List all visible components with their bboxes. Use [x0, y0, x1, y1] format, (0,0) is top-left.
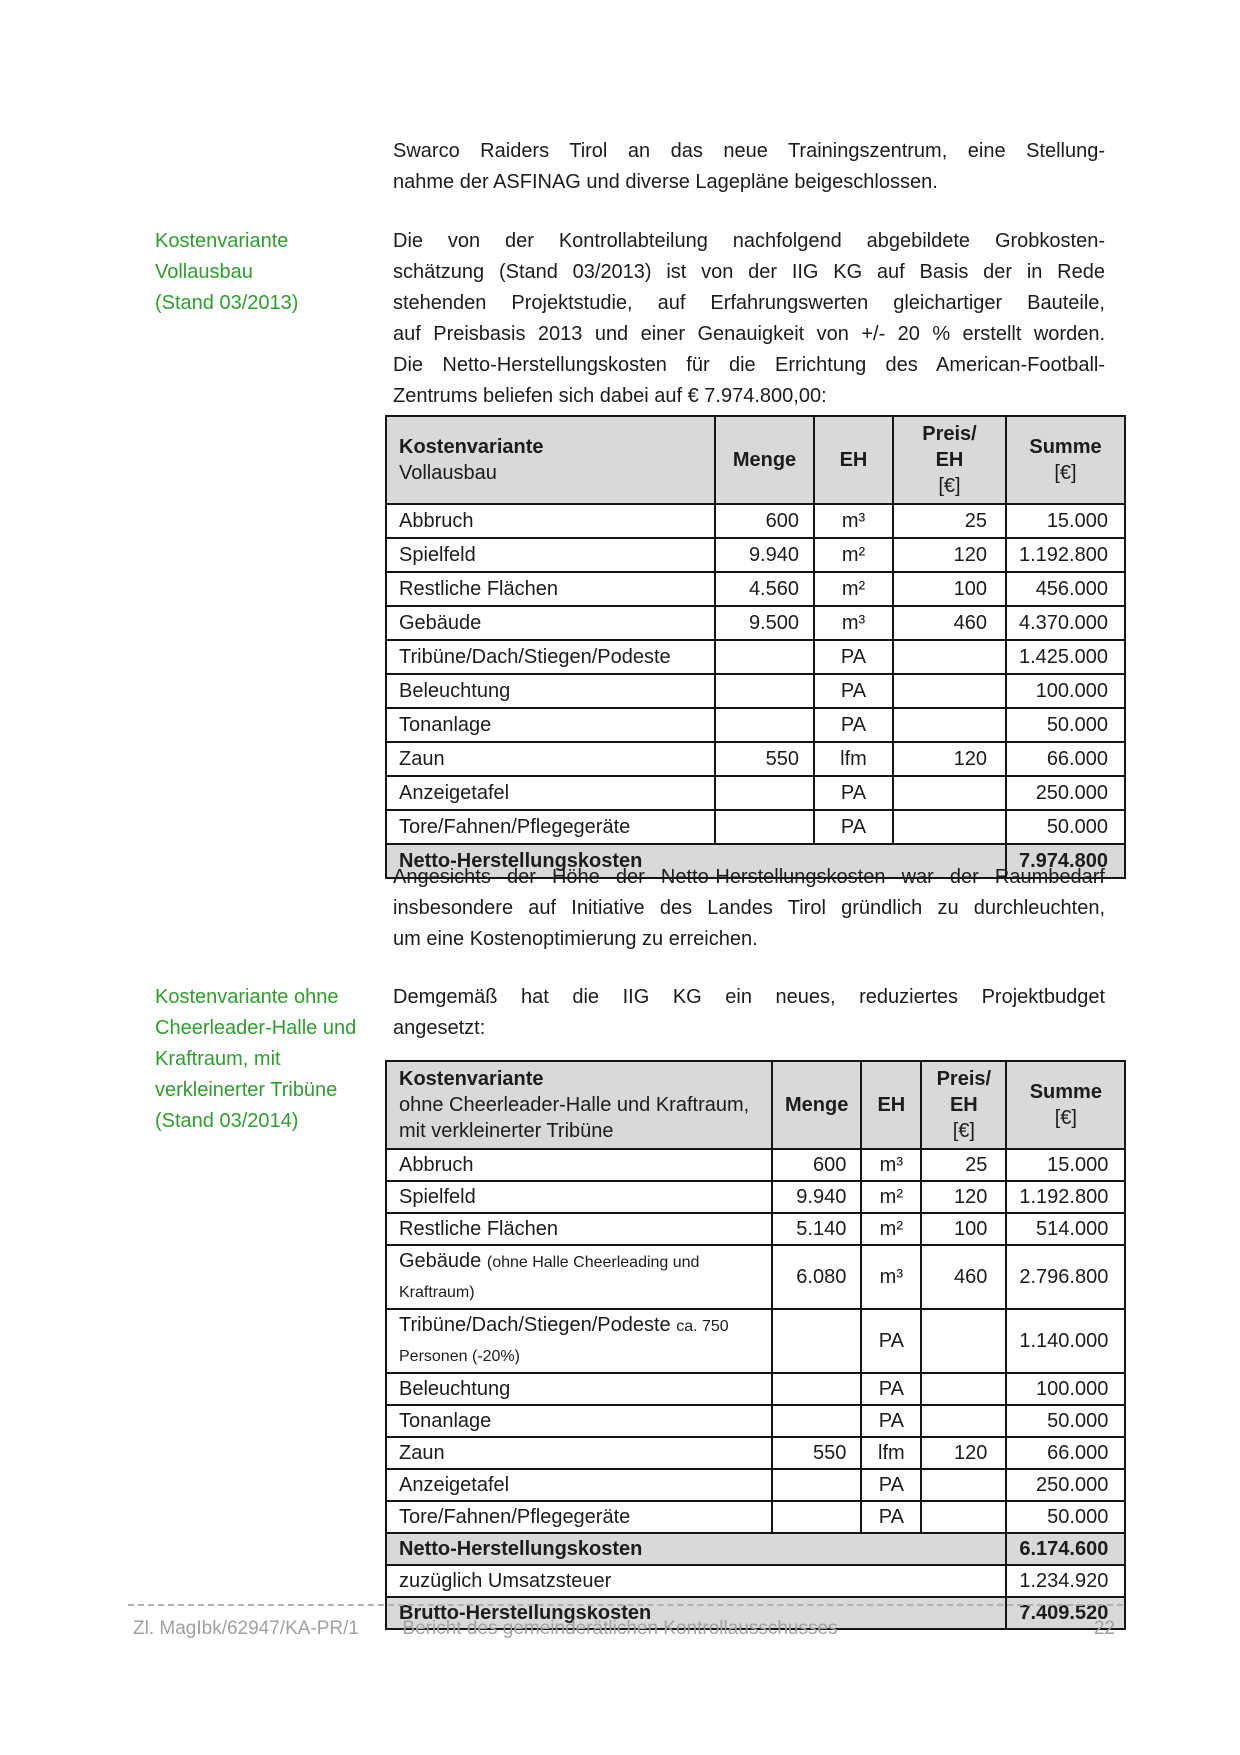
table-title-line: ohne Cheerleader-Halle und Kraftraum,: [399, 1094, 750, 1116]
paragraph-angesichts: [393, 862, 1105, 955]
preis-cell: 120: [893, 538, 1006, 572]
table-row: [386, 708, 1125, 742]
summe-cell: 1.140.000: [1006, 1309, 1125, 1373]
eh-cell: m³: [814, 504, 893, 538]
header-cell: [921, 1061, 1006, 1149]
header-label-line: EH: [839, 449, 868, 471]
eh-cell: lfm: [814, 742, 893, 776]
table-row: [386, 1213, 1125, 1245]
header-cell: [772, 1061, 861, 1149]
table-row: [386, 572, 1125, 606]
text-line: schätzung (Stand 03/2013) ist von der IIG KG auf Basis der in Rede: [393, 261, 1105, 283]
margin-note-reduzierte-variante: [155, 982, 390, 1137]
header-label-line: EH: [935, 449, 964, 471]
summe-cell: 1.192.800: [1006, 538, 1125, 572]
table-title-bold: Kostenvariante: [399, 1068, 544, 1090]
menge-cell: [715, 708, 814, 742]
menge-cell: 550: [772, 1437, 861, 1469]
text-line: Vollausbau: [155, 261, 253, 283]
header-cell: [861, 1061, 921, 1149]
summe-cell: 100.000: [1006, 1373, 1125, 1405]
preis-cell: 25: [921, 1149, 1006, 1181]
menge-cell: [715, 674, 814, 708]
preis-cell: [893, 776, 1006, 810]
preis-cell: [921, 1309, 1006, 1373]
table-row: [386, 606, 1125, 640]
summe-cell: 50.000: [1006, 708, 1125, 742]
header-label-line: EH: [949, 1094, 978, 1116]
menge-cell: 5.140: [772, 1213, 861, 1245]
item-cell: Spielfeld: [386, 1181, 772, 1213]
footer-page-number: 22: [1093, 1618, 1115, 1639]
table-row: [386, 1501, 1125, 1533]
cost-table: [385, 415, 1126, 879]
preis-cell: 100: [893, 572, 1006, 606]
header-cell: [814, 416, 893, 504]
total-label-cell: Netto-Herstellungskosten: [386, 844, 1006, 878]
menge-cell: [772, 1469, 861, 1501]
table-row: [386, 1181, 1125, 1213]
summe-cell: 50.000: [1006, 1501, 1125, 1533]
eh-cell: PA: [814, 708, 893, 742]
footer-divider: [128, 1604, 1123, 1606]
eh-cell: m³: [861, 1149, 921, 1181]
total-value-cell: 1.234.920: [1006, 1565, 1125, 1597]
item-cell: Tonanlage: [386, 708, 715, 742]
eh-cell: m³: [814, 606, 893, 640]
table-row: [386, 776, 1125, 810]
text-line: Kraftraum, mit: [155, 1048, 281, 1070]
summe-cell: 50.000: [1006, 1405, 1125, 1437]
table-title-bold: Kostenvariante: [399, 436, 544, 458]
margin-note-vollausbau: [155, 226, 390, 319]
menge-cell: [772, 1309, 861, 1373]
item-cell: Beleuchtung: [386, 1373, 772, 1405]
header-label-line: Preis/: [922, 423, 977, 445]
item-cell: Tonanlage: [386, 1405, 772, 1437]
summe-cell: 1.192.800: [1006, 1181, 1125, 1213]
text-line: (Stand 03/2013): [155, 292, 299, 314]
item-cell: Abbruch: [386, 504, 715, 538]
eh-cell: PA: [814, 674, 893, 708]
menge-cell: 4.560: [715, 572, 814, 606]
table-row: [386, 674, 1125, 708]
cost-table: [385, 1060, 1126, 1630]
text-line: Zentrums beliefen sich dabei auf € 7.974.800,00:: [393, 385, 827, 407]
item-cell: Abbruch: [386, 1149, 772, 1181]
eh-cell: PA: [861, 1309, 921, 1373]
table-row: [386, 1469, 1125, 1501]
table-row: [386, 504, 1125, 538]
eh-cell: PA: [861, 1501, 921, 1533]
page-footer: [0, 1616, 1240, 1646]
paragraph-intro: [393, 136, 1105, 198]
eh-cell: m²: [861, 1213, 921, 1245]
preis-cell: [921, 1405, 1006, 1437]
eh-cell: PA: [814, 810, 893, 844]
item-cell: Tore/Fahnen/Pflegegeräte: [386, 810, 715, 844]
table-row: [386, 1245, 1125, 1309]
header-cell: [1006, 1061, 1125, 1149]
header-cell: [715, 416, 814, 504]
item-cell: Beleuchtung: [386, 674, 715, 708]
cost-table-reduziert: [385, 1060, 1126, 1630]
table-row: [386, 1437, 1125, 1469]
summe-cell: 66.000: [1006, 1437, 1125, 1469]
summe-cell: 514.000: [1006, 1213, 1125, 1245]
eh-cell: m³: [861, 1245, 921, 1309]
total-value-cell: 7.974.800: [1006, 844, 1125, 878]
total-label-cell: zuzüglich Umsatzsteuer: [386, 1565, 1006, 1597]
summe-cell: 100.000: [1006, 674, 1125, 708]
preis-cell: [921, 1501, 1006, 1533]
menge-cell: [715, 776, 814, 810]
text-line: stehenden Projektstudie, auf Erfahrungswerten gleichartiger Bauteile,: [393, 292, 1105, 314]
menge-cell: [772, 1373, 861, 1405]
footer-reference: Zl. MagIbk/62947/KA-PR/1: [133, 1618, 359, 1639]
text-line: Kostenvariante: [155, 230, 289, 252]
table-row: [386, 1149, 1125, 1181]
menge-cell: 9.940: [715, 538, 814, 572]
table-header-row: [386, 1061, 1125, 1149]
preis-cell: 460: [921, 1245, 1006, 1309]
menge-cell: [772, 1501, 861, 1533]
text-line: Demgemäß hat die IIG KG ein neues, reduziertes Projektbudget: [393, 986, 1105, 1008]
summe-cell: 15.000: [1006, 1149, 1125, 1181]
header-unit-label: [€]: [938, 475, 961, 497]
header-item-cell: [386, 1061, 772, 1149]
summe-cell: 4.370.000: [1006, 606, 1125, 640]
paragraph-grobkostenschaetzung: [393, 226, 1105, 412]
text-line: Die von der Kontrollabteilung nachfolgend abgebildete Grobkosten-: [393, 230, 1105, 252]
menge-cell: [715, 810, 814, 844]
text-line: Kostenvariante ohne: [155, 986, 339, 1008]
item-cell: Spielfeld: [386, 538, 715, 572]
item-cell: Anzeigetafel: [386, 776, 715, 810]
menge-cell: 600: [715, 504, 814, 538]
table-row: [386, 810, 1125, 844]
header-unit-label: [€]: [1054, 462, 1077, 484]
summe-cell: 66.000: [1006, 742, 1125, 776]
summe-cell: 250.000: [1006, 1469, 1125, 1501]
total-value-cell: 6.174.600: [1006, 1533, 1125, 1565]
text-line: (Stand 03/2014): [155, 1110, 299, 1132]
text-line: Angesichts der Höhe der Netto-Herstellungskosten war der Raumbedarf: [393, 866, 1105, 888]
summe-cell: 250.000: [1006, 776, 1125, 810]
eh-cell: PA: [814, 776, 893, 810]
text-line: Die Netto-Herstellungskosten für die Errichtung des American-Football-: [393, 354, 1105, 376]
preis-cell: 120: [921, 1437, 1006, 1469]
table-title-line: mit verkleinerter Tribüne: [399, 1120, 614, 1142]
preis-cell: 460: [893, 606, 1006, 640]
header-cell: [1006, 416, 1125, 504]
summe-cell: 15.000: [1006, 504, 1125, 538]
header-label-line: Summe: [1029, 436, 1102, 458]
text-line: Cheerleader-Halle und: [155, 1017, 357, 1039]
preis-cell: [893, 674, 1006, 708]
header-unit-label: [€]: [1054, 1107, 1077, 1129]
eh-cell: PA: [861, 1405, 921, 1437]
eh-cell: m²: [814, 572, 893, 606]
preis-cell: [893, 810, 1006, 844]
eh-cell: PA: [861, 1373, 921, 1405]
menge-cell: 9.500: [715, 606, 814, 640]
menge-cell: 9.940: [772, 1181, 861, 1213]
table-row: [386, 1309, 1125, 1373]
menge-cell: 6.080: [772, 1245, 861, 1309]
header-label-line: Preis/: [936, 1068, 992, 1090]
table-row: [386, 1373, 1125, 1405]
header-item-cell: [386, 416, 715, 504]
header-label-line: EH: [877, 1094, 906, 1116]
item-cell: Zaun: [386, 1437, 772, 1469]
total-label-cell: Brutto-Herstellungskosten: [386, 1597, 1006, 1629]
menge-cell: 600: [772, 1149, 861, 1181]
header-unit-label: [€]: [952, 1120, 975, 1142]
preis-cell: [921, 1373, 1006, 1405]
total-row: [386, 1533, 1125, 1565]
preis-cell: [921, 1469, 1006, 1501]
summe-cell: 1.425.000: [1006, 640, 1125, 674]
preis-cell: 120: [893, 742, 1006, 776]
item-cell: Zaun: [386, 742, 715, 776]
menge-cell: [715, 640, 814, 674]
item-cell: Tore/Fahnen/Pflegegeräte: [386, 1501, 772, 1533]
header-label-line: Summe: [1029, 1081, 1102, 1103]
eh-cell: PA: [861, 1469, 921, 1501]
table-row: [386, 1405, 1125, 1437]
total-value-cell: 7.409.520: [1006, 1597, 1125, 1629]
header-label-line: Menge: [732, 449, 797, 471]
item-cell: Gebäude (ohne Halle Cheerleading und Kraftraum): [386, 1245, 772, 1309]
preis-cell: 25: [893, 504, 1006, 538]
eh-cell: PA: [814, 640, 893, 674]
text-line: nahme der ASFINAG und diverse Lagepläne beigeschlossen.: [393, 171, 938, 193]
table-title-line: Vollausbau: [399, 462, 497, 484]
eh-cell: m²: [814, 538, 893, 572]
preis-cell: 120: [921, 1181, 1006, 1213]
eh-cell: lfm: [861, 1437, 921, 1469]
text-line: insbesondere auf Initiative des Landes Tirol gründlich zu durchleuchten,: [393, 897, 1105, 919]
eh-cell: m²: [861, 1181, 921, 1213]
menge-cell: [772, 1405, 861, 1437]
summe-cell: 2.796.800: [1006, 1245, 1125, 1309]
item-cell: Restliche Flächen: [386, 572, 715, 606]
table-row: [386, 538, 1125, 572]
summe-cell: 456.000: [1006, 572, 1125, 606]
table-header-row: [386, 416, 1125, 504]
summe-cell: 50.000: [1006, 810, 1125, 844]
paragraph-demgemaess: [393, 982, 1105, 1044]
item-cell: Anzeigetafel: [386, 1469, 772, 1501]
text-line: auf Preisbasis 2013 und einer Genauigkeit von +/- 20 % erstellt worden.: [393, 323, 1105, 345]
footer-report-title: Bericht des gemeinderätlichen Kontrollausschusses: [402, 1618, 838, 1639]
table-row: [386, 742, 1125, 776]
preis-cell: 100: [921, 1213, 1006, 1245]
header-cell: [893, 416, 1006, 504]
item-cell: Restliche Flächen: [386, 1213, 772, 1245]
preis-cell: [893, 640, 1006, 674]
item-cell: Gebäude: [386, 606, 715, 640]
preis-cell: [893, 708, 1006, 742]
table-row: [386, 640, 1125, 674]
text-line: um eine Kostenoptimierung zu erreichen.: [393, 928, 758, 950]
header-label-line: Menge: [785, 1094, 849, 1116]
text-line: angesetzt:: [393, 1017, 486, 1039]
menge-cell: 550: [715, 742, 814, 776]
text-line: verkleinerter Tribüne: [155, 1079, 338, 1101]
item-cell: Tribüne/Dach/Stiegen/Podeste: [386, 640, 715, 674]
total-row: [386, 1565, 1125, 1597]
item-note: ca. 750 Personen (-20%): [399, 1318, 729, 1365]
cost-table-vollausbau: [385, 415, 1126, 879]
text-line: Swarco Raiders Tirol an das neue Trainingszentrum, eine Stellung-: [393, 140, 1105, 162]
item-cell: Tribüne/Dach/Stiegen/Podeste ca. 750 Personen (-20%): [386, 1309, 772, 1373]
item-note: (ohne Halle Cheerleading und Kraftraum): [399, 1254, 700, 1301]
total-label-cell: Netto-Herstellungskosten: [386, 1533, 1006, 1565]
